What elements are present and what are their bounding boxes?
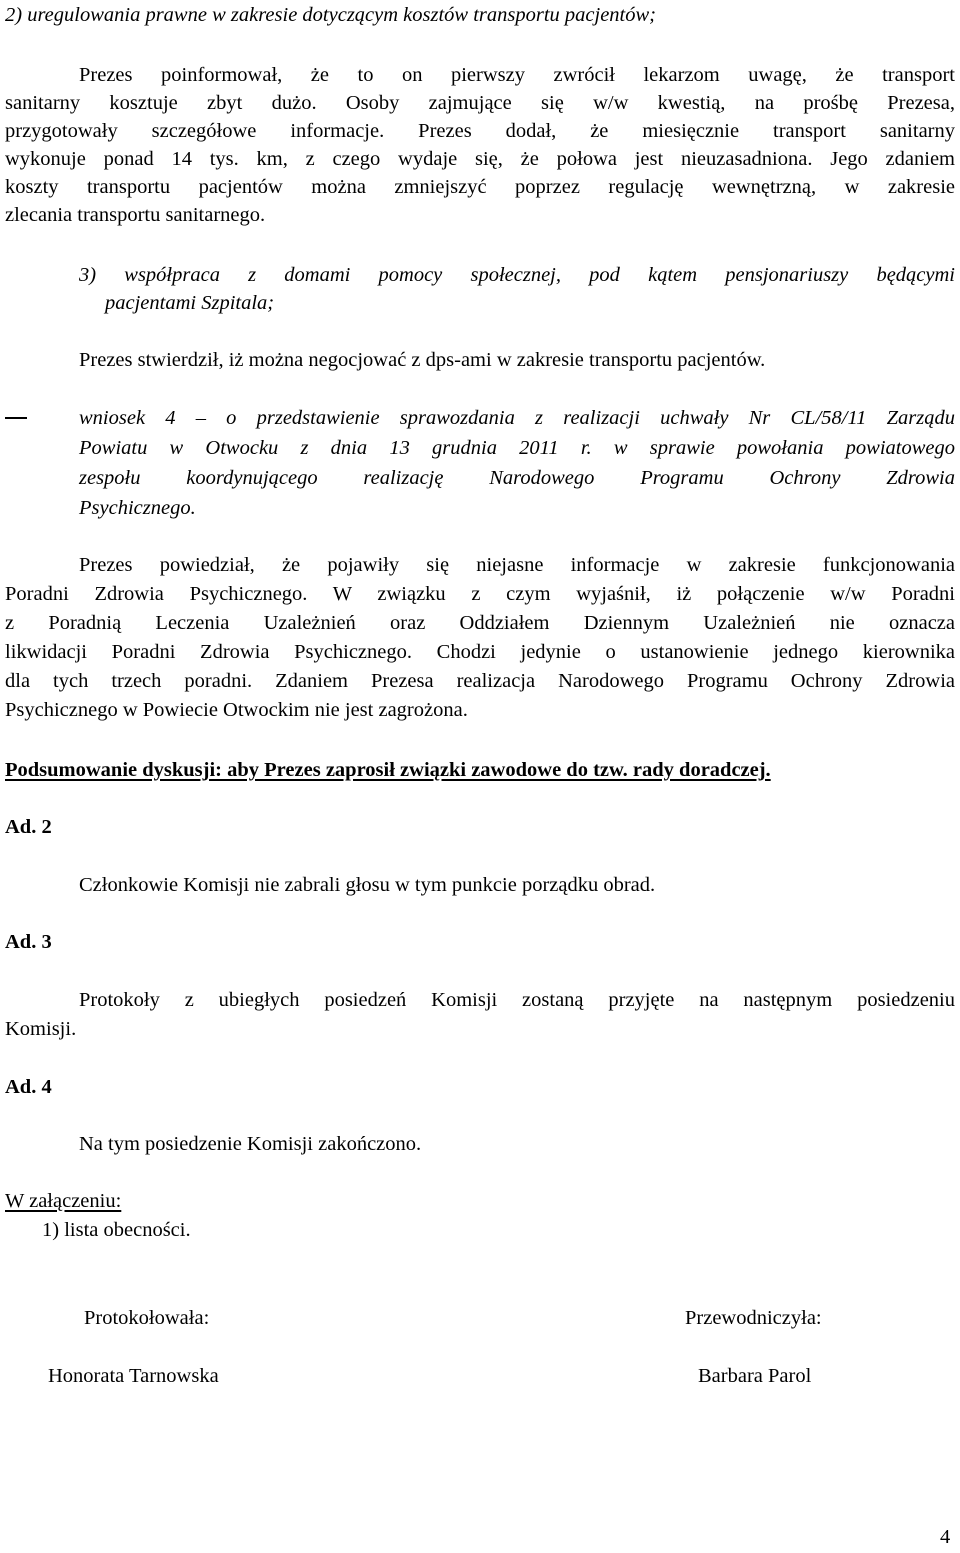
discussion-summary: Podsumowanie dyskusji: aby Prezes zaprosił związki zawodowe do tzw. rady doradczej. (5, 759, 771, 781)
item3-heading-line-2: pacjentami Szpitala; (105, 292, 275, 314)
ad4-label: Ad. 4 (5, 1076, 52, 1098)
wniosek4-line-4: Psychicznego. (79, 497, 196, 519)
item3-heading-line-1: 3) współpraca z domami pomocy społecznej, pod kątem pensjonariuszy będącymi (79, 264, 955, 286)
page-number: 4 (940, 1526, 951, 1548)
ad3-text-line-1: Protokoły z ubiegłych posiedzeń Komisji zostaną przyjęte na następnym posiedzeniu (79, 989, 955, 1011)
wniosek4-paragraph-line-5: dla tych trzech poradni. Zdaniem Prezesa realizacja Narodowego Programu Ochrony Zdrowia (5, 670, 955, 692)
ad3-label: Ad. 3 (5, 931, 52, 953)
signature-left-role: Protokołowała: (84, 1307, 210, 1329)
attachment-item: 1) lista obecności. (42, 1219, 191, 1241)
dash-bullet (5, 417, 27, 419)
wniosek4-line-2: Powiatu w Otwocku z dnia 13 grudnia 2011 r. w sprawie powołania powiatowego (79, 437, 955, 459)
item2-line-6: zlecania transportu sanitarnego. (5, 204, 266, 226)
wniosek4-paragraph-line-4: likwidacji Poradni Zdrowia Psychicznego. Chodzi jedynie o ustanowienie jednego kierownika (5, 641, 955, 663)
item2-heading: 2) uregulowania prawne w zakresie dotyczącym kosztów transportu pacjentów; (5, 4, 657, 26)
wniosek4-line-1: wniosek 4 – o przedstawienie sprawozdania z realizacji uchwały Nr CL/58/11 Zarządu (79, 407, 955, 429)
attachments-heading: W załączeniu: (5, 1190, 122, 1212)
item2-line-1: Prezes poinformował, że to on pierwszy zwrócił lekarzom uwagę, że transport (79, 64, 955, 86)
item2-line-2: sanitarny kosztuje zbyt dużo. Osoby zajmujące się w/w kwestią, na prośbę Prezesa, (5, 92, 955, 114)
item2-line-3: przygotowały szczegółowe informacje. Prezes dodał, że miesięcznie transport sanitarny (5, 120, 955, 142)
ad2-text: Członkowie Komisji nie zabrali głosu w tym punkcie porządku obrad. (79, 874, 656, 896)
signature-right-name: Barbara Parol (698, 1365, 812, 1387)
item3-text: Prezes stwierdził, iż można negocjować z dps-ami w zakresie transportu pacjentów. (79, 349, 766, 371)
signature-left-name: Honorata Tarnowska (48, 1365, 219, 1387)
wniosek4-line-3: zespołu koordynującego realizację Narodowego Programu Ochrony Zdrowia (79, 467, 955, 489)
wniosek4-paragraph-line-6: Psychicznego w Powiecie Otwockim nie jest zagrożona. (5, 699, 468, 721)
wniosek4-paragraph-line-1: Prezes powiedział, że pojawiły się niejasne informacje w zakresie funkcjonowania (79, 554, 955, 576)
wniosek4-paragraph-line-3: z Poradnią Leczenia Uzależnień oraz Oddziałem Dziennym Uzależnień nie oznacza (5, 612, 955, 634)
wniosek4-paragraph-line-2: Poradni Zdrowia Psychicznego. W związku z czym wyjaśnił, iż połączenie w/w Poradni (5, 583, 955, 605)
item2-line-5: koszty transportu pacjentów można zmniejszyć poprzez regulację wewnętrzną, w zakresie (5, 176, 955, 198)
ad4-text: Na tym posiedzenie Komisji zakończono. (79, 1133, 422, 1155)
item2-line-4: wykonuje ponad 14 tys. km, z czego wydaje się, że połowa jest nieuzasadniona. Jego zdaniem (5, 148, 955, 170)
ad2-label: Ad. 2 (5, 816, 52, 838)
ad3-text-line-2: Komisji. (5, 1018, 77, 1040)
signature-right-role: Przewodniczyła: (685, 1307, 822, 1329)
